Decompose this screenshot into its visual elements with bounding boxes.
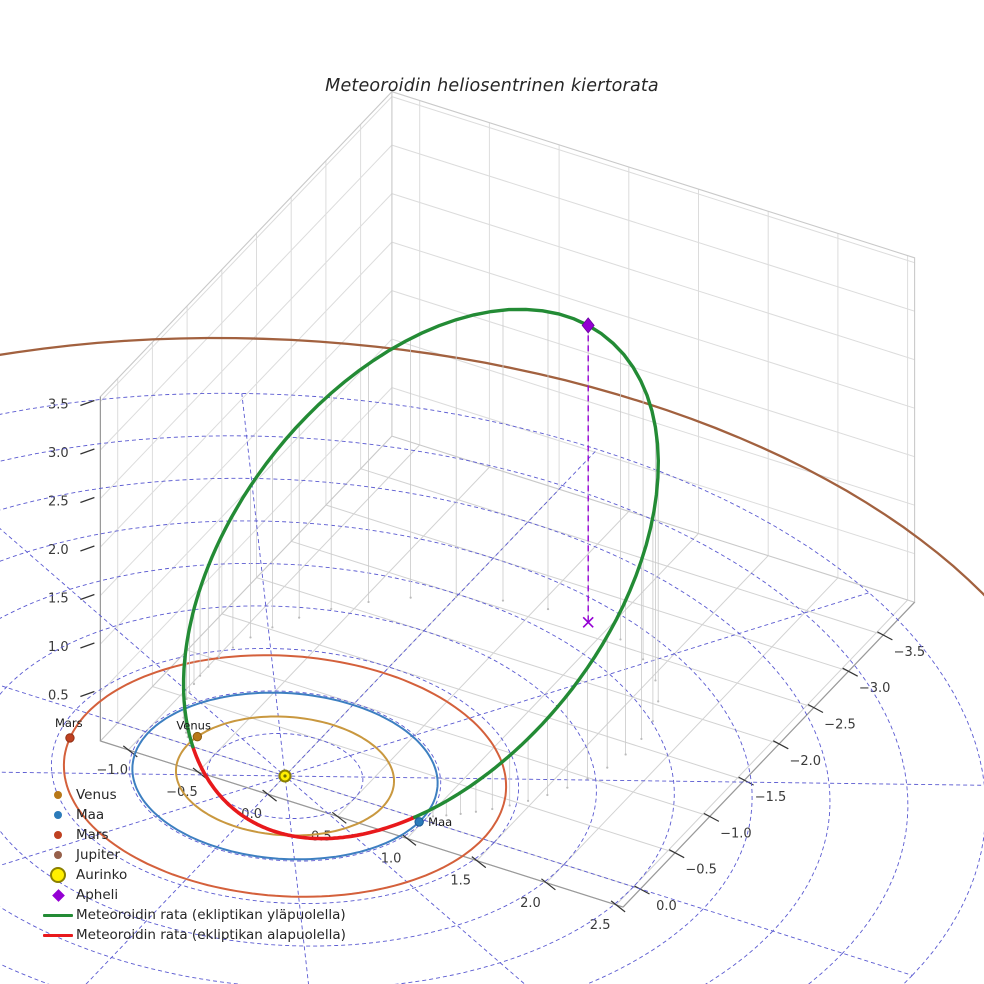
legend-item — [40, 865, 346, 885]
svg-text:−1.5: −1.5 — [754, 790, 787, 806]
svg-text:−0.5: −0.5 — [685, 862, 717, 878]
svg-text:1.0: 1.0 — [48, 639, 69, 655]
svg-text:−1.0: −1.0 — [96, 762, 129, 778]
legend-item — [40, 825, 346, 845]
legend-item — [40, 885, 346, 905]
svg-text:2.0: 2.0 — [520, 895, 541, 911]
svg-text:1.0: 1.0 — [380, 851, 402, 867]
svg-text:−3.5: −3.5 — [893, 644, 926, 660]
legend-item-label: Maa — [76, 807, 105, 823]
legend-item-label: Mars — [76, 827, 109, 843]
legend-item-label: Venus — [76, 787, 117, 803]
svg-text:2.0: 2.0 — [48, 542, 69, 558]
legend-marker-icon — [40, 831, 76, 839]
svg-text:−2.0: −2.0 — [789, 753, 822, 769]
legend-marker-icon — [40, 811, 76, 819]
legend-item-label: Aurinko — [76, 867, 128, 883]
legend-line-swatch — [40, 934, 76, 937]
svg-text:−0.5: −0.5 — [166, 785, 198, 800]
legend-item — [40, 785, 346, 805]
planet-label: Maa — [428, 814, 453, 829]
planet-label: Venus — [176, 718, 211, 733]
legend-item — [40, 805, 346, 825]
svg-text:3.5: 3.5 — [48, 397, 69, 413]
legend-marker-icon — [40, 891, 76, 900]
legend-item-label: Meteoroidin rata (ekliptikan alapuolella) — [76, 927, 346, 943]
legend-marker-icon — [40, 867, 76, 883]
svg-text:0.0: 0.0 — [656, 898, 677, 914]
aphelion-marker — [582, 318, 594, 333]
legend-item-label: Meteoroidin rata (ekliptikan yläpuolella) — [76, 907, 346, 923]
svg-text:2.5: 2.5 — [589, 917, 611, 933]
svg-text:−1.0: −1.0 — [720, 826, 752, 842]
legend-item — [40, 845, 346, 865]
legend — [40, 785, 346, 945]
mars-marker — [55, 716, 83, 742]
legend-line-swatch — [40, 914, 76, 917]
y-axis-ticks — [635, 632, 926, 914]
planet-label: Mars — [54, 715, 83, 730]
legend-item-label: Jupiter — [76, 847, 121, 863]
sun-marker — [280, 771, 291, 782]
legend-item — [40, 905, 346, 925]
plot-title: Meteoroidin heliosentrinen kiertorata — [325, 76, 659, 96]
svg-text:0.5: 0.5 — [48, 688, 69, 704]
legend-item-label: Apheli — [76, 887, 119, 903]
legend-marker-icon — [40, 851, 76, 859]
svg-text:−3.0: −3.0 — [858, 681, 891, 697]
z-axis-ticks — [48, 397, 94, 703]
legend-marker-icon — [40, 791, 76, 799]
wall-grid — [100, 97, 914, 723]
svg-text:2.5: 2.5 — [48, 494, 69, 510]
svg-text:1.5: 1.5 — [48, 591, 69, 607]
svg-text:3.0: 3.0 — [48, 445, 69, 461]
svg-text:0.5: 0.5 — [311, 829, 332, 845]
svg-text:−2.5: −2.5 — [824, 717, 856, 733]
legend-item — [40, 925, 346, 945]
svg-text:0.0: 0.0 — [241, 807, 262, 823]
maa-marker — [415, 815, 452, 829]
venus-marker — [176, 719, 211, 741]
svg-text:1.5: 1.5 — [450, 873, 472, 889]
